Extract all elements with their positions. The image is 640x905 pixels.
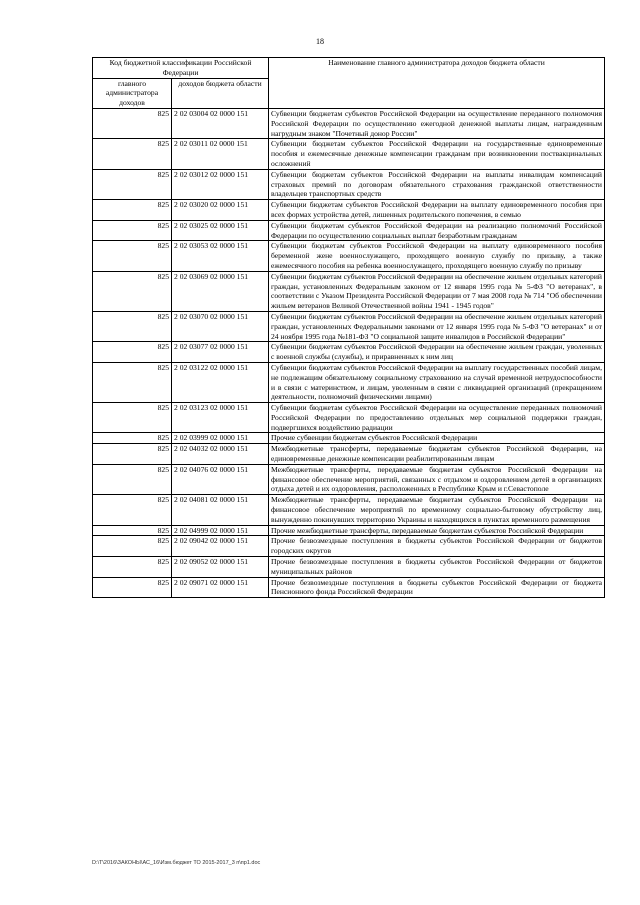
table-row — [93, 403, 605, 433]
page-number: 18 — [316, 37, 324, 46]
table-row — [93, 200, 605, 221]
table-row — [93, 495, 605, 525]
revenue-code-cell: 2 02 03122 02 0000 151 — [172, 362, 269, 402]
revenue-code-cell: 2 02 03070 02 0000 151 — [172, 311, 269, 341]
revenue-code-cell: 2 02 03025 02 0000 151 — [172, 220, 269, 241]
revenue-code-cell: 2 02 03012 02 0000 151 — [172, 169, 269, 199]
budget-classification-table — [92, 57, 605, 598]
revenue-name-cell: Прочие безвозмездные поступления в бюджеты субъектов Российской Федерации от бюджета Пенсионного фонда Российской Федерации — [269, 577, 605, 598]
table-row — [93, 444, 605, 465]
table-row — [93, 271, 605, 311]
revenue-name-cell: Субвенции бюджетам субъектов Российской Федерации на обеспечение жильем отдельных категорий граждан, установленных Федеральным законом от 12 января 1995 года № 5-ФЗ "О ветеранах", в соответствии с Указом Президента Российской Федерации от 7 мая 2008 года № 714 "Об обеспечении жильем ветеранов Великой Отечественной войны 1941 - 1945 годов" — [269, 271, 605, 311]
revenue-code-cell: 2 02 03077 02 0000 151 — [172, 342, 269, 363]
revenue-code-cell: 2 02 04081 02 0000 151 — [172, 495, 269, 525]
table-row — [93, 433, 605, 444]
revenue-code-cell: 2 02 04999 02 0000 151 — [172, 525, 269, 536]
admin-code-cell: 825 — [93, 433, 172, 444]
admin-code-cell: 825 — [93, 311, 172, 341]
revenue-name-cell: Субвенции бюджетам субъектов Российской Федерации на государственные единовременные пособия и ежемесячные денежные компенсации гражданам при возникновении поствакцинальных осложнений — [269, 139, 605, 169]
revenue-name-cell: Субвенции бюджетам субъектов Российской Федерации на осуществление переданного полномочия Российской Федерации по осуществлению ежегодной денежной выплаты лицам, награжденным нагрудным знаком "Почетный донор России" — [269, 108, 605, 138]
admin-code-cell: 825 — [93, 495, 172, 525]
revenue-code-cell: 2 02 09042 02 0000 151 — [172, 536, 269, 557]
header-group-title: Код бюджетной классификации Российской Федерации — [93, 58, 269, 79]
revenue-name-cell: Прочие межбюджетные трансферты, передаваемые бюджетам субъектов Российской Федерации — [269, 525, 605, 536]
revenue-code-cell: 2 02 09071 02 0000 151 — [172, 577, 269, 598]
header-col-name: Наименование главного администратора доходов бюджета области — [269, 58, 605, 109]
revenue-code-cell: 2 02 03069 02 0000 151 — [172, 271, 269, 311]
admin-code-cell: 825 — [93, 557, 172, 578]
table-row — [93, 536, 605, 557]
admin-code-cell: 825 — [93, 220, 172, 241]
admin-code-cell: 825 — [93, 444, 172, 465]
admin-code-cell: 825 — [93, 139, 172, 169]
table-row — [93, 241, 605, 271]
revenue-name-cell: Субвенции бюджетам субъектов Российской Федерации на обеспечение жильем отдельных категорий граждан, установленных Федеральными законами от 12 января 1995 года № 5-ФЗ "О ветеранах" и от 24 ноября 1995 года №181-ФЗ "О социальной защите инвалидов в Российской Федерации" — [269, 311, 605, 341]
admin-code-cell: 825 — [93, 271, 172, 311]
revenue-code-cell: 2 02 03004 02 0000 151 — [172, 108, 269, 138]
revenue-code-cell: 2 02 03123 02 0000 151 — [172, 403, 269, 433]
admin-code-cell: 825 — [93, 200, 172, 221]
table-header-row — [93, 58, 605, 79]
admin-code-cell: 825 — [93, 169, 172, 199]
revenue-name-cell: Прочие безвозмездные поступления в бюджеты субъектов Российской Федерации от бюджетов муниципальных районов — [269, 557, 605, 578]
table-row — [93, 311, 605, 341]
table-row — [93, 139, 605, 169]
revenue-name-cell: Субвенции бюджетам субъектов Российской Федерации на осуществление переданных полномочий Российской Федерации по предоставлению отдельных мер социальной поддержки граждан, подвергшихся воздействию радиации — [269, 403, 605, 433]
admin-code-cell: 825 — [93, 525, 172, 536]
revenue-code-cell: 2 02 03011 02 0000 151 — [172, 139, 269, 169]
revenue-name-cell: Субвенции бюджетам субъектов Российской Федерации на выплату единовременного пособия беременной жене военнослужащего, проходящего военную службу по призыву, а также ежемесячного пособия на ребенка военнослужащего, проходящего военную службу по призыву — [269, 241, 605, 271]
admin-code-cell: 825 — [93, 342, 172, 363]
admin-code-cell: 825 — [93, 464, 172, 494]
table-row — [93, 577, 605, 598]
revenue-code-cell: 2 02 04076 02 0000 151 — [172, 464, 269, 494]
table-row — [93, 464, 605, 494]
revenue-name-cell: Межбюджетные трансферты, передаваемые бюджетам субъектов Российской Федерации на финансовое обеспечение мероприятий по временному социально-бытовому обустройству лиц, вынужденно покинувших территорию Украины и находящихся в пунктах временного размещения — [269, 495, 605, 525]
revenue-name-cell: Субвенции бюджетам субъектов Российской Федерации на выплату единовременного пособия при всех формах устройства детей, лишенных родительского попечения, в семью — [269, 200, 605, 221]
admin-code-cell: 825 — [93, 108, 172, 138]
revenue-name-cell: Субвенции бюджетам субъектов Российской Федерации на выплаты инвалидам компенсаций страховых премий по договорам обязательного страхования гражданской ответственности владельцев транспортных средств — [269, 169, 605, 199]
table-row — [93, 220, 605, 241]
revenue-name-cell: Субвенции бюджетам субъектов Российской Федерации на обеспечение жильем граждан, уволенных с военной службы (службы), и приравненных к ним лиц — [269, 342, 605, 363]
revenue-name-cell: Межбюджетные трансферты, передаваемые бюджетам субъектов Российской Федерации, на единовременные денежные компенсации реабилитированным лицам — [269, 444, 605, 465]
admin-code-cell: 825 — [93, 536, 172, 557]
table-row — [93, 557, 605, 578]
header-col-code: доходов бюджета области — [172, 78, 269, 108]
table-row — [93, 342, 605, 363]
admin-code-cell: 825 — [93, 577, 172, 598]
revenue-name-cell: Прочие безвозмездные поступления в бюджеты субъектов Российской Федерации от бюджетов городских округов — [269, 536, 605, 557]
revenue-name-cell: Межбюджетные трансферты, передаваемые бюджетам субъектов Российской Федерации на финансовое обеспечение мероприятий, связанных с отдыхом и оздоровлением детей в организациях отдыха детей и их оздоровления, расположенных в Республике Крым и г.Севастополе — [269, 464, 605, 494]
admin-code-cell: 825 — [93, 403, 172, 433]
header-col-admin: главного администратора доходов — [93, 78, 172, 108]
footer-file-path: D:\Т\2016\ЗАКОНЫ\АС_16\Изм.бюджет ТО 2015-2017_3 п\пр1.doc — [92, 860, 261, 866]
revenue-code-cell: 2 02 03999 02 0000 151 — [172, 433, 269, 444]
revenue-code-cell: 2 02 03020 02 0000 151 — [172, 200, 269, 221]
table-row — [93, 108, 605, 138]
table-row — [93, 525, 605, 536]
admin-code-cell: 825 — [93, 362, 172, 402]
table-body — [93, 108, 605, 597]
revenue-code-cell: 2 02 04032 02 0000 151 — [172, 444, 269, 465]
revenue-code-cell: 2 02 03053 02 0000 151 — [172, 241, 269, 271]
admin-code-cell: 825 — [93, 241, 172, 271]
table-row — [93, 169, 605, 199]
table-row — [93, 362, 605, 402]
revenue-name-cell: Субвенции бюджетам субъектов Российской Федерации на реализацию полномочий Российской Федерации по осуществлению социальных выплат безработным гражданам — [269, 220, 605, 241]
revenue-code-cell: 2 02 09052 02 0000 151 — [172, 557, 269, 578]
revenue-name-cell: Прочие субвенции бюджетам субъектов Российской Федерации — [269, 433, 605, 444]
revenue-name-cell: Субвенции бюджетам субъектов Российской Федерации на выплату государственных пособий лицам, не подлежащим обязательному социальному страхованию на случай временной нетрудоспособности и в связи с материнством, и лицам, уволенным в связи с ликвидацией организаций (прекращением деятельности, полномочий физическими лицами) — [269, 362, 605, 402]
